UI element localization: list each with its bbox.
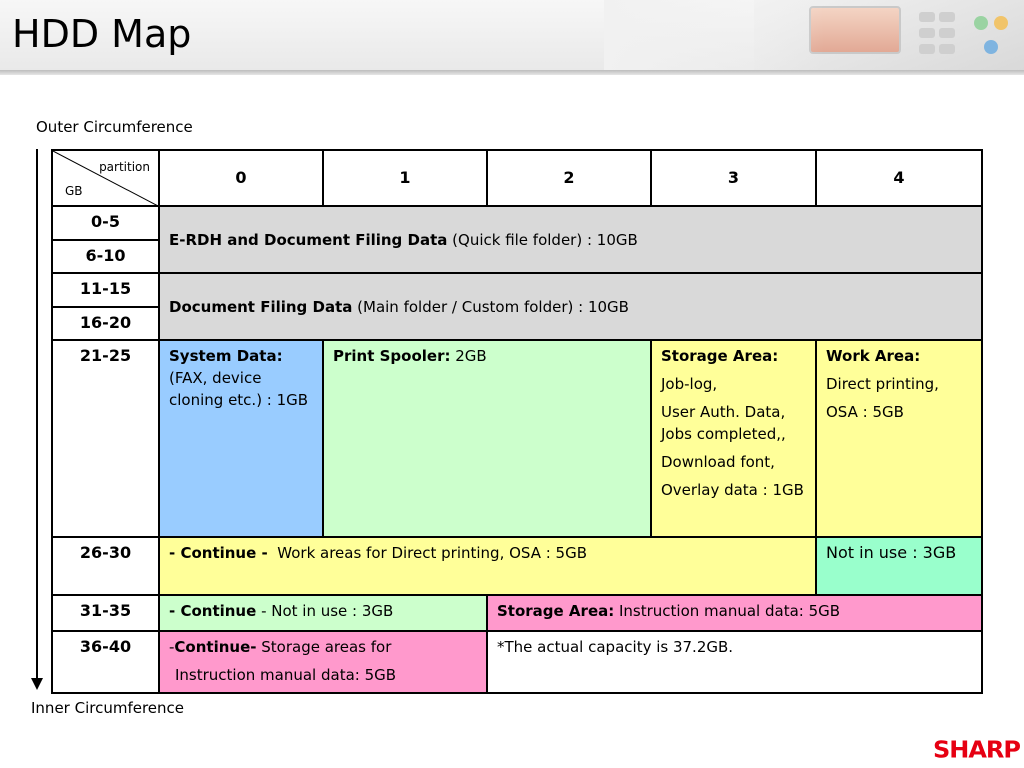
- continue-work-detail: Work areas for Direct printing, OSA : 5GB: [267, 544, 588, 562]
- row-header-0-5: 0-5: [52, 206, 159, 240]
- continue-storage-title: Continue-: [174, 638, 257, 656]
- row-header-6-10: 6-10: [52, 240, 159, 273]
- hdd-map-table: [51, 149, 983, 694]
- erdh-title: E-RDH and Document Filing Data: [169, 230, 448, 249]
- storage-line-joblog: Job-log,: [661, 375, 718, 393]
- print-spooler-size: 2GB: [450, 347, 487, 365]
- storage-line-userauth: User Auth. Data, Jobs completed,,: [661, 403, 786, 443]
- copier-panel-image: [604, 0, 1024, 70]
- row-header-36-40: 36-40: [52, 631, 159, 693]
- storage-manual-cell: [487, 595, 982, 631]
- system-data-cell: [159, 340, 323, 537]
- table-corner-header: [52, 150, 159, 206]
- row-header-16-20: 16-20: [52, 307, 159, 340]
- docfiling-title: Document Filing Data: [169, 297, 353, 316]
- continue-storage-detail: Storage areas for: [256, 638, 392, 656]
- storage-area-title: Storage Area:: [661, 347, 779, 365]
- print-spooler-cell: [323, 340, 651, 537]
- partition-header-2: 2: [487, 150, 651, 206]
- erdh-detail: (Quick file folder) : 10GB: [447, 230, 638, 249]
- corner-gb-label: GB: [65, 184, 83, 198]
- storage-area-cell: [651, 340, 816, 537]
- storage-line-font: Download font,: [661, 453, 775, 471]
- partition-header-0: 0: [159, 150, 323, 206]
- continue-storage-cell: [159, 631, 487, 693]
- system-data-title: System Data:: [169, 347, 283, 365]
- work-line-direct-printing: Direct printing,: [826, 375, 939, 393]
- arrow-down-icon: [31, 678, 43, 690]
- capacity-note-cell: *The actual capacity is 37.2GB.: [487, 631, 982, 693]
- not-in-use-cell: Not in use : 3GB: [816, 537, 982, 595]
- erdh-filing-cell: [159, 206, 982, 273]
- row-header-21-25: 21-25: [52, 340, 159, 537]
- sharp-logo: SHARP: [932, 736, 1020, 764]
- continue-not-in-use-title: - Continue: [169, 602, 257, 620]
- print-spooler-title: Print Spooler:: [333, 347, 451, 365]
- continue-not-in-use-detail: - Not in use : 3GB: [256, 602, 394, 620]
- work-line-osa: OSA : 5GB: [826, 403, 904, 421]
- partition-header-3: 3: [651, 150, 816, 206]
- header-divider: [0, 70, 1024, 75]
- continue-work-cell: [159, 537, 816, 595]
- row-header-11-15: 11-15: [52, 273, 159, 307]
- document-filing-cell: [159, 273, 982, 340]
- storage-manual-title: Storage Area:: [497, 602, 615, 620]
- inner-circumference-label: Inner Circumference: [31, 699, 185, 717]
- partition-header-4: 4: [816, 150, 982, 206]
- work-area-title: Work Area:: [826, 347, 921, 365]
- continue-storage-line2: Instruction manual data: 5GB: [175, 666, 397, 684]
- partition-header-1: 1: [323, 150, 487, 206]
- row-header-26-30: 26-30: [52, 537, 159, 595]
- docfiling-detail: (Main folder / Custom folder) : 10GB: [352, 297, 629, 316]
- continue-not-in-use-cell: [159, 595, 487, 631]
- corner-partition-label: partition: [99, 160, 150, 174]
- outer-circumference-label: Outer Circumference: [36, 118, 193, 136]
- storage-line-overlay: Overlay data : 1GB: [661, 481, 804, 499]
- direction-arrow-line: [36, 149, 38, 679]
- slide-header: [0, 0, 1024, 70]
- continue-work-title: - Continue -: [169, 544, 268, 562]
- work-area-cell: [816, 340, 982, 537]
- system-data-detail: (FAX, device cloning etc.) : 1GB: [169, 369, 309, 409]
- continue-storage-prefix: -: [169, 638, 175, 656]
- slide-title: HDD Map: [12, 12, 192, 56]
- storage-manual-detail: Instruction manual data: 5GB: [614, 602, 841, 620]
- row-header-31-35: 31-35: [52, 595, 159, 631]
